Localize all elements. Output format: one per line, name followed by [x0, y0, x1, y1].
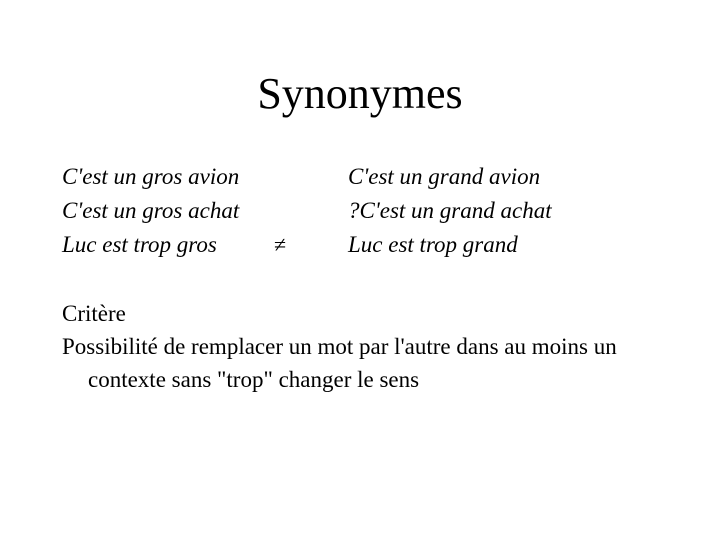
- left-examples-list: [62, 160, 239, 262]
- right-example-2: ?C'est un grand achat: [348, 198, 552, 223]
- criterion-text: Possibilité de remplacer un mot par l'autre dans au moins un contexte sans "trop" changer le sens: [62, 334, 617, 392]
- criterion-block: [62, 297, 682, 396]
- left-example-1: C'est un gros avion: [62, 164, 240, 189]
- left-example-2: C'est un gros achat: [62, 198, 240, 223]
- right-examples-list: [348, 160, 552, 262]
- right-example-1: C'est un grand avion: [348, 164, 541, 189]
- criterion-heading: Critère: [62, 301, 126, 326]
- right-example-3: Luc est trop grand: [348, 232, 518, 257]
- not-equal-symbol: ≠: [274, 232, 287, 257]
- slide-title: Synonymes: [257, 69, 463, 118]
- left-example-3: Luc est trop gros: [62, 232, 217, 257]
